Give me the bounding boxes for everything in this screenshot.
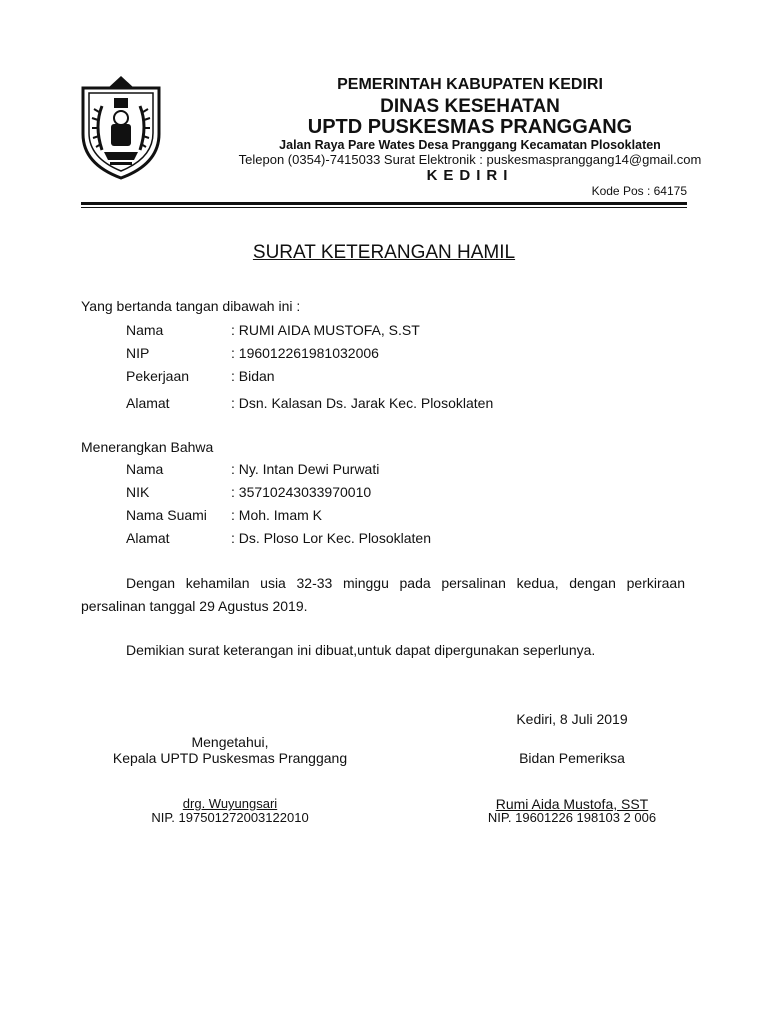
left-sign-name: drg. Wuyungsari (182, 796, 278, 811)
signer-value-address: : Dsn. Kalasan Ds. Jarak Kec. Plosoklaten (231, 395, 494, 411)
letterhead-agency: DINAS KESEHATAN (380, 96, 560, 117)
left-sign-nip: NIP. 197501272003122010 (151, 810, 309, 825)
subject-label-address: Alamat (126, 530, 170, 546)
subject-value-nik: : 35710243033970010 (231, 484, 372, 500)
subject-intro: Menerangkan Bahwa (81, 439, 214, 455)
right-sign-nip: NIP. 19601226 198103 2 006 (487, 810, 657, 825)
place-date: Kediri, 8 Juli 2019 (516, 711, 628, 727)
signer-label-address: Alamat (126, 395, 170, 411)
letterhead-contact: Telepon (0354)-7415033 Surat Elektronik : puskesmaspranggang14@gmail.com (238, 152, 702, 167)
left-sign-position: Kepala UPTD Puskesmas Pranggang (112, 750, 348, 766)
letterhead-divider-thin (81, 207, 687, 208)
letterhead-address: Jalan Raya Pare Wates Desa Pranggang Kecamatan Plosoklaten (279, 138, 661, 152)
signer-label-job: Pekerjaan (126, 368, 190, 384)
signer-label-nip: NIP (126, 345, 150, 361)
letterhead-postal-code: Kode Pos : 64175 (591, 184, 687, 198)
letterhead-city: KEDIRI (426, 167, 514, 184)
letterhead-institution: UPTD PUSKESMAS PRANGGANG (307, 116, 633, 138)
subject-label-name: Nama (126, 461, 164, 477)
subject-value-husband: : Moh. Imam K (231, 507, 323, 523)
kabupaten-kediri-crest-logo (80, 76, 162, 180)
letterhead-government: PEMERINTAH KABUPATEN KEDIRI (337, 76, 603, 93)
left-sign-acknowledged: Mengetahui, (191, 734, 269, 750)
signer-label-name: Nama (126, 322, 164, 338)
signer-value-job: : Bidan (231, 368, 275, 384)
subject-label-husband: Nama Suami (126, 507, 207, 523)
signer-value-nip: : 196012261981032006 (231, 345, 379, 361)
document-title: SURAT KETERANGAN HAMIL (252, 242, 516, 263)
signer-intro: Yang bertanda tangan dibawah ini : (81, 298, 301, 314)
subject-value-address: : Ds. Ploso Lor Kec. Plosoklaten (231, 530, 431, 546)
right-sign-name: Rumi Aida Mustofa, SST (495, 796, 649, 812)
body-paragraph-pregnancy: Dengan kehamilan usia 32-33 minggu pada persalinan kedua, dengan perkiraan persalinan tanggal 29 Agustus 2019. (81, 575, 685, 614)
signer-value-name: : RUMI AIDA MUSTOFA, S.ST (231, 322, 420, 338)
body-paragraph-closing: Demikian surat keterangan ini dibuat,untuk dapat dipergunakan seperlunya. (126, 642, 596, 658)
right-sign-role: Bidan Pemeriksa (519, 750, 625, 766)
letterhead-divider-thick (81, 202, 687, 205)
subject-label-nik: NIK (126, 484, 150, 500)
subject-value-name: : Ny. Intan Dewi Purwati (231, 461, 380, 477)
